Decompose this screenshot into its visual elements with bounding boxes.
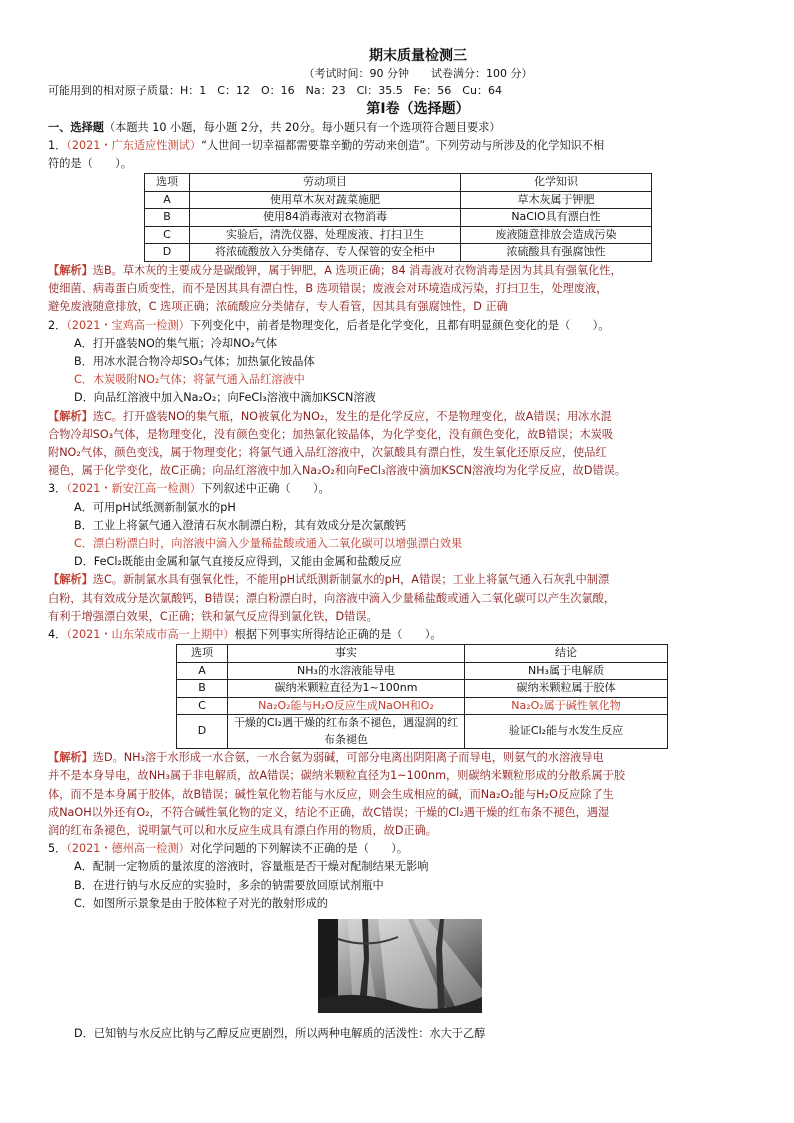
- table-cell: 浓硫酸具有强腐蚀性: [461, 244, 652, 262]
- option-d: D．向品红溶液中加入Na₂O₂；向FeCl₃溶液中滴加KSCN溶液: [74, 391, 376, 405]
- atomic-masses: 可能用到的相对原子质量：H：1 C：12 O：16 Na：23 Cl：35.5 Fe：56 Cu：64: [48, 84, 502, 97]
- question-1-analysis: [48, 262, 748, 317]
- option-c: C．如图所示景象是由于胶体粒子对光的散射形成的: [74, 896, 328, 910]
- analysis-line: 选D。NH₃溶于水形成一水合氨，一水合氨为弱碱，可部分电离出阴阳离子而导电，则氨气的水溶液导电: [92, 751, 604, 765]
- analysis-line: 选B。草木灰的主要成分是碳酸钾，属于钾肥，A 选项正确；84 消毒液对衣物消毒是因为其具有强氧化性，: [92, 263, 622, 277]
- analysis-line: 白粉，其有效成分是次氯酸钙，B错误；漂白粉漂白时，向溶液中滴入少量稀盐酸或通入二氧化碳可以产生次氯酸，: [48, 591, 616, 605]
- question-source: （2021・山东荣成市高一上期中）: [66, 627, 235, 641]
- analysis-line: 体，而不是本身属于胶体，故B错误；碱性氧化物若能与水反应，则会生成相应的碱，而Na₂O₂能与H₂O反应除了生: [48, 787, 614, 801]
- part-title: 第Ⅰ卷（选择题）: [366, 101, 470, 117]
- table-cell: 干燥的Cl₂遇干燥的红布条不褪色，遇湿润的红布条褪色: [228, 715, 465, 749]
- analysis-line: 合物冷却SO₃气体，是物理变化，没有颜色变化；加热氯化铵晶体，为化学变化，没有颜色变化，故B错误；木炭吸: [48, 427, 614, 441]
- table-row: [145, 226, 652, 244]
- analysis-line: 褪色，属于化学变化，故C正确；向品红溶液中加入Na₂O₂和向FeCl₃溶液中滴加KSCN溶液均为化学反应，故D错误。: [48, 464, 627, 478]
- analysis-line: 有利于增强漂白效果，C正确；铁和氯气反应得到氯化铁，D错误。: [48, 609, 378, 623]
- question-number: 1．: [48, 139, 67, 152]
- section-heading: [48, 119, 748, 137]
- analysis-line: 附NO₂气体，颜色变浅，属于物理变化；将氯气通入品红溶液中，次氯酸具有漂白性，发生氧化还原反应，使品红: [48, 445, 607, 459]
- table-cell: 使用草木灰对蔬菜施肥: [190, 191, 461, 209]
- question-4-analysis: [48, 749, 748, 840]
- table-row: [145, 191, 652, 209]
- analysis-line: 成NaOH以外还有O₂，不符合碱性氧化物的定义，结论不正确，故C错误；干燥的Cl₂遇干燥的红布条不褪色，遇湿: [48, 805, 610, 819]
- table-cell: 验证Cl₂能与水发生反应: [465, 715, 668, 749]
- table-cell: NH₃属于电解质: [465, 662, 668, 680]
- analysis-line: 并不是本身导电，故NH₃属于非电解质，故A错误；碳纳米颗粒直径为1~100nm，则碳纳米颗粒形成的分散系属于胶: [48, 769, 626, 783]
- question-3-stem: [48, 480, 748, 498]
- table-cell: D: [145, 244, 190, 262]
- forest-light-rays-photo: [318, 919, 482, 1013]
- table-cell: A: [177, 662, 228, 680]
- table-cell: Na₂O₂能与H₂O反应生成NaOH和O₂: [228, 697, 465, 715]
- table-cell: Na₂O₂属于碱性氧化物: [465, 697, 668, 715]
- question-number: 2．: [48, 318, 67, 332]
- table-row: [145, 209, 652, 227]
- table-header: 选项: [177, 645, 228, 663]
- exam-subtitle: （考试时间：90 分钟 试卷满分：100 分）: [303, 67, 533, 80]
- option-c: C．木炭吸附NO₂气体；将氯气通入品红溶液中: [74, 373, 305, 387]
- table-cell: 将浓硫酸放入分类储存、专人保管的安全柜中: [190, 244, 461, 262]
- analysis-line: 选C。打开盛装NO的集气瓶，NO被氧化为NO₂，发生的是化学反应，不是物理变化，故A错误；用冰水混: [92, 409, 612, 423]
- analysis-tag: 【解析】: [48, 409, 93, 423]
- section-desc: （本题共 10 小题，每小题 2分，共 20分。每小题只有一个选项符合题目要求）: [103, 121, 501, 134]
- analysis-line: 避免废液随意排放，C 选项正确；浓硫酸应分类储存，专人看管，因其具有强腐蚀性，D 正确: [48, 300, 508, 314]
- question-text: 对化学问题的下列解读不正确的是（ ）。: [189, 842, 409, 856]
- table-row: [177, 697, 668, 715]
- table-cell: 草木灰属于钾肥: [461, 191, 652, 209]
- option-a: A．打开盛装NO的集气瓶；冷却NO₂气体: [74, 336, 278, 350]
- table-cell: D: [177, 715, 228, 749]
- table-cell: B: [145, 209, 190, 227]
- question-2-stem: [48, 317, 748, 335]
- question-source: （2021・德州高一检测）: [66, 842, 190, 856]
- question-2-analysis: [48, 408, 748, 481]
- table-cell: 实验后，清洗仪器、处理废液、打扫卫生: [190, 226, 461, 244]
- table-row: [145, 244, 652, 262]
- table-cell: 废液随意排放会造成污染: [461, 226, 652, 244]
- analysis-line: 选C。新制氯水具有强氧化性，不能用pH试纸测新制氯水的pH，A错误；工业上将氯气通入石灰乳中制漂: [92, 573, 610, 587]
- question-text: 下列变化中，前者是物理变化，后者是化学变化，且都有明显颜色变化的是（ ）。: [189, 318, 610, 332]
- table-header-row: [177, 645, 668, 663]
- table-cell: 碳纳米颗粒直径为1~100nm: [228, 680, 465, 698]
- question-source: （2021・宝鸡高一检测）: [66, 318, 190, 332]
- option-a: A．可用pH试纸测新制氯水的pH: [74, 500, 236, 514]
- question-number: 3．: [48, 482, 67, 496]
- table-cell: C: [177, 697, 228, 715]
- question-number: 5．: [48, 842, 67, 856]
- option-d: D．已知钠与水反应比钠与乙醇反应更剧烈，所以两种电解质的活泼性：水大于乙醇: [74, 1027, 486, 1041]
- exam-page: [48, 46, 748, 1044]
- question-5-stem: [48, 840, 748, 858]
- table-cell: NaClO具有漂白性: [461, 209, 652, 227]
- question-number: 4．: [48, 627, 67, 641]
- analysis-tag: 【解析】: [48, 263, 93, 277]
- question-1-stem: [48, 137, 748, 155]
- section-label: 一、选择题: [48, 121, 104, 134]
- table-header: 劳动项目: [190, 174, 461, 192]
- question-text: 根据下列事实所得结论正确的是（ ）。: [234, 627, 442, 641]
- question-4-stem: [48, 626, 748, 644]
- option-a: A．配制一定物质的量浓度的溶液时，容量瓶是否干燥对配制结果无影响: [74, 860, 429, 874]
- question-source: （2021・新安江高一检测）: [66, 482, 202, 496]
- table-row: [177, 662, 668, 680]
- table-header: 选项: [145, 174, 190, 192]
- table-header-row: [145, 174, 652, 192]
- question-text: “人世间一切幸福都需要靠辛勤的劳动来创造”。下列劳动与所涉及的化学知识不相: [201, 139, 605, 152]
- analysis-line: 使细菌、病毒蛋白质变性，而不是因其具有漂白性，B 选项错误；废液会对环境造成污染，打扫卫生，处理废液，: [48, 282, 608, 296]
- option-b: B．工业上将氯气通入澄清石灰水制漂白粉，其有效成分是次氯酸钙: [74, 518, 407, 532]
- table-cell: C: [145, 226, 190, 244]
- question-1-stem-cont: 符的是（ ）。: [48, 157, 132, 171]
- table-row: [177, 715, 668, 749]
- table-header: 结论: [465, 645, 668, 663]
- question-4-table: [176, 644, 668, 749]
- table-row: [177, 680, 668, 698]
- question-source: （2021・广东适应性测试）: [66, 139, 202, 152]
- question-1-table: [144, 173, 652, 262]
- analysis-line: 润的红布条褪色，说明氯气可以和水反应生成具有漂白作用的物质，故D正确。: [48, 823, 437, 837]
- table-cell: A: [145, 191, 190, 209]
- table-cell: 碳纳米颗粒属于胶体: [465, 680, 668, 698]
- option-b: B．在进行钠与水反应的实验时，多余的钠需要放回原试剂瓶中: [74, 878, 384, 892]
- option-d: D．FeCl₂既能由金属和氯气直接反应得到，又能由金属和盐酸反应: [74, 555, 402, 569]
- option-c: C．漂白粉漂白时，向溶液中滴入少量稀盐酸或通入二氧化碳可以增强漂白效果: [74, 536, 463, 550]
- table-header: 化学知识: [461, 174, 652, 192]
- analysis-tag: 【解析】: [48, 751, 93, 765]
- table-header: 事实: [228, 645, 465, 663]
- option-b: B．用冰水混合物冷却SO₃气体；加热氯化铵晶体: [74, 354, 315, 368]
- table-cell: B: [177, 680, 228, 698]
- exam-title: 期末质量检测三: [369, 48, 467, 64]
- table-cell: NH₃的水溶液能导电: [228, 662, 465, 680]
- question-3-analysis: [48, 571, 748, 626]
- question-text: 下列叙述中正确（ ）。: [201, 482, 330, 496]
- table-cell: 使用84消毒液对衣物消毒: [190, 209, 461, 227]
- analysis-tag: 【解析】: [48, 573, 93, 587]
